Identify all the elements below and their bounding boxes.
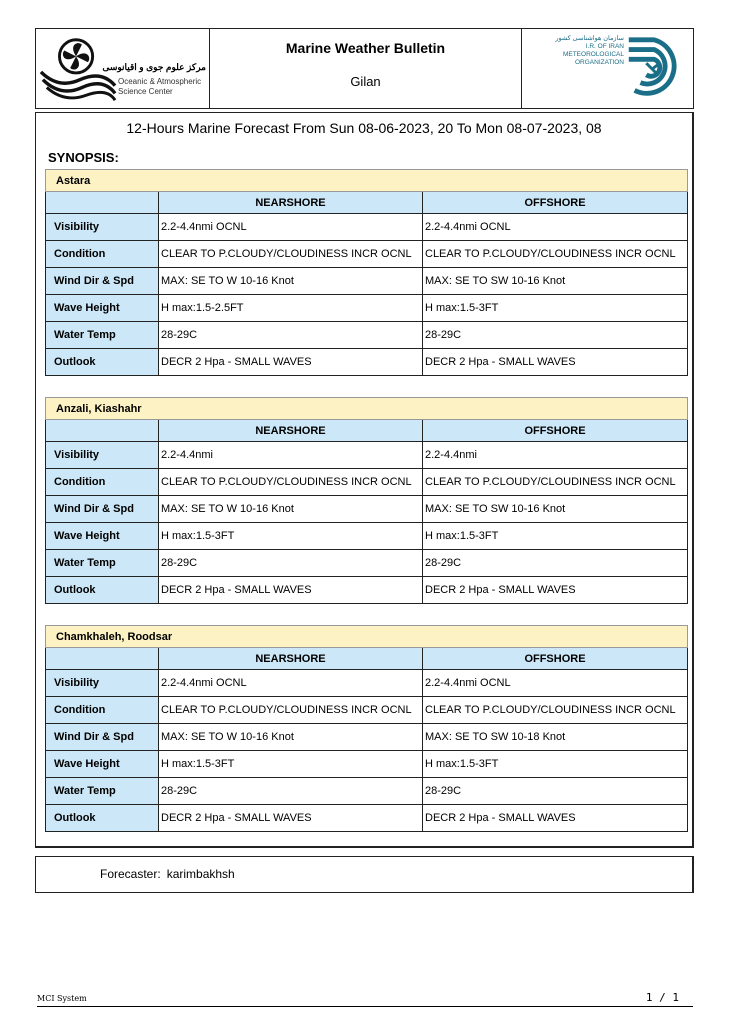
row-label: Water Temp [46, 778, 159, 805]
offshore-value: CLEAR TO P.CLOUDY/CLOUDINESS INCR OCNL [423, 697, 688, 724]
nearshore-value: H max:1.5-2.5FT [159, 295, 423, 322]
offshore-value: MAX: SE TO SW 10-18 Knot [423, 724, 688, 751]
bulletin-header [35, 28, 694, 109]
row-label: Wave Height [46, 523, 159, 550]
row-label: Water Temp [46, 550, 159, 577]
nearshore-value: H max:1.5-3FT [159, 523, 423, 550]
offshore-value: 28-29C [423, 550, 688, 577]
oasc-name-line2: Science Center [118, 87, 173, 96]
forecaster-box [35, 856, 694, 893]
region-name: Astara [46, 170, 688, 192]
region-table-astara [45, 169, 687, 376]
offshore-value: 2.2-4.4nmi OCNL [423, 214, 688, 241]
forecaster-line [100, 867, 235, 881]
nearshore-value: MAX: SE TO W 10-16 Knot [159, 268, 423, 295]
table-row [46, 523, 688, 550]
offshore-value: 28-29C [423, 322, 688, 349]
row-label: Wind Dir & Spd [46, 724, 159, 751]
row-label: Visibility [46, 442, 159, 469]
table-row [46, 214, 688, 241]
nearshore-header: NEARSHORE [159, 192, 423, 214]
bulletin-title: Marine Weather Bulletin [285, 40, 446, 56]
row-label: Wave Height [46, 295, 159, 322]
offshore-value: CLEAR TO P.CLOUDY/CLOUDINESS INCR OCNL [423, 241, 688, 268]
table-row [46, 349, 688, 376]
synopsis-label: SYNOPSIS: [48, 150, 119, 165]
bulletin-title-block [210, 29, 522, 108]
table-row [46, 724, 688, 751]
table-row [46, 322, 688, 349]
row-label: Condition [46, 469, 159, 496]
table-row [46, 268, 688, 295]
offshore-header: OFFSHORE [423, 648, 688, 670]
row-label: Visibility [46, 214, 159, 241]
row-label: Visibility [46, 670, 159, 697]
offshore-value: MAX: SE TO SW 10-16 Knot [423, 496, 688, 523]
table-row [46, 496, 688, 523]
offshore-header: OFFSHORE [423, 192, 688, 214]
table-row [46, 241, 688, 268]
corner-cell [46, 420, 159, 442]
offshore-value: DECR 2 Hpa - SMALL WAVES [423, 577, 688, 604]
oasc-name-fa: مرکز علوم جوی و اقیانوسی [102, 62, 206, 72]
forecaster-label: Forecaster: [100, 867, 161, 881]
forecaster-name: karimbakhsh [166, 867, 235, 881]
irimo-name-fa: سازمان هواشناسی کشور [555, 35, 624, 42]
nearshore-value: H max:1.5-3FT [159, 751, 423, 778]
nearshore-value: 28-29C [159, 322, 423, 349]
irimo-line1: I.R. OF IRAN [585, 43, 624, 50]
nearshore-value: CLEAR TO P.CLOUDY/CLOUDINESS INCR OCNL [159, 697, 423, 724]
row-label: Condition [46, 697, 159, 724]
table-row [46, 442, 688, 469]
oasc-logo [36, 29, 210, 108]
nearshore-value: 2.2-4.4nmi OCNL [159, 214, 423, 241]
row-label: Wave Height [46, 751, 159, 778]
nearshore-value: DECR 2 Hpa - SMALL WAVES [159, 805, 423, 832]
nearshore-value: DECR 2 Hpa - SMALL WAVES [159, 349, 423, 376]
table-row [46, 778, 688, 805]
row-label: Outlook [46, 349, 159, 376]
row-label: Wind Dir & Spd [46, 496, 159, 523]
table-row [46, 295, 688, 322]
region-table-chamkhaleh [45, 625, 687, 832]
nearshore-value: MAX: SE TO W 10-16 Knot [159, 724, 423, 751]
offshore-value: MAX: SE TO SW 10-16 Knot [423, 268, 688, 295]
oasc-name-en [118, 77, 201, 97]
offshore-value: CLEAR TO P.CLOUDY/CLOUDINESS INCR OCNL [423, 469, 688, 496]
offshore-value: H max:1.5-3FT [423, 523, 688, 550]
table-row [46, 697, 688, 724]
forecast-panel [35, 112, 694, 848]
offshore-value: 28-29C [423, 778, 688, 805]
region-table-anzali [45, 397, 687, 604]
offshore-header: OFFSHORE [423, 420, 688, 442]
page-number: 1 / 1 [645, 991, 679, 1004]
nearshore-value: 2.2-4.4nmi [159, 442, 423, 469]
row-label: Water Temp [46, 322, 159, 349]
irimo-name [534, 35, 624, 67]
bulletin-region: Gilan [350, 74, 381, 89]
offshore-value: 2.2-4.4nmi OCNL [423, 670, 688, 697]
row-label: Outlook [46, 577, 159, 604]
offshore-value: DECR 2 Hpa - SMALL WAVES [423, 349, 688, 376]
table-row [46, 577, 688, 604]
offshore-value: H max:1.5-3FT [423, 751, 688, 778]
irimo-logo-icon [626, 34, 686, 104]
nearshore-value: 28-29C [159, 778, 423, 805]
page-footer [37, 991, 693, 1007]
corner-cell [46, 648, 159, 670]
nearshore-value: DECR 2 Hpa - SMALL WAVES [159, 577, 423, 604]
row-label: Wind Dir & Spd [46, 268, 159, 295]
nearshore-value: CLEAR TO P.CLOUDY/CLOUDINESS INCR OCNL [159, 469, 423, 496]
corner-cell [46, 192, 159, 214]
table-row [46, 805, 688, 832]
offshore-value: 2.2-4.4nmi [423, 442, 688, 469]
table-row [46, 550, 688, 577]
nearshore-value: MAX: SE TO W 10-16 Knot [159, 496, 423, 523]
footer-system: MCI System [37, 994, 87, 1003]
row-label: Condition [46, 241, 159, 268]
offshore-value: H max:1.5-3FT [423, 295, 688, 322]
nearshore-value: 2.2-4.4nmi OCNL [159, 670, 423, 697]
forecast-title: 12-Hours Marine Forecast From Sun 08-06-2023, 20 To Mon 08-07-2023, 08 [126, 120, 602, 136]
irimo-logo [522, 29, 693, 108]
table-row [46, 751, 688, 778]
nearshore-value: CLEAR TO P.CLOUDY/CLOUDINESS INCR OCNL [159, 241, 423, 268]
irimo-line3: ORGANIZATION [575, 59, 624, 66]
oasc-name-line1: Oceanic & Atmospheric [118, 77, 202, 86]
region-name: Chamkhaleh, Roodsar [46, 626, 688, 648]
nearshore-header: NEARSHORE [159, 648, 423, 670]
irimo-line2: METEOROLOGICAL [562, 51, 624, 58]
table-row [46, 670, 688, 697]
nearshore-value: 28-29C [159, 550, 423, 577]
nearshore-header: NEARSHORE [159, 420, 423, 442]
offshore-value: DECR 2 Hpa - SMALL WAVES [423, 805, 688, 832]
table-row [46, 469, 688, 496]
region-name: Anzali, Kiashahr [46, 398, 688, 420]
row-label: Outlook [46, 805, 159, 832]
